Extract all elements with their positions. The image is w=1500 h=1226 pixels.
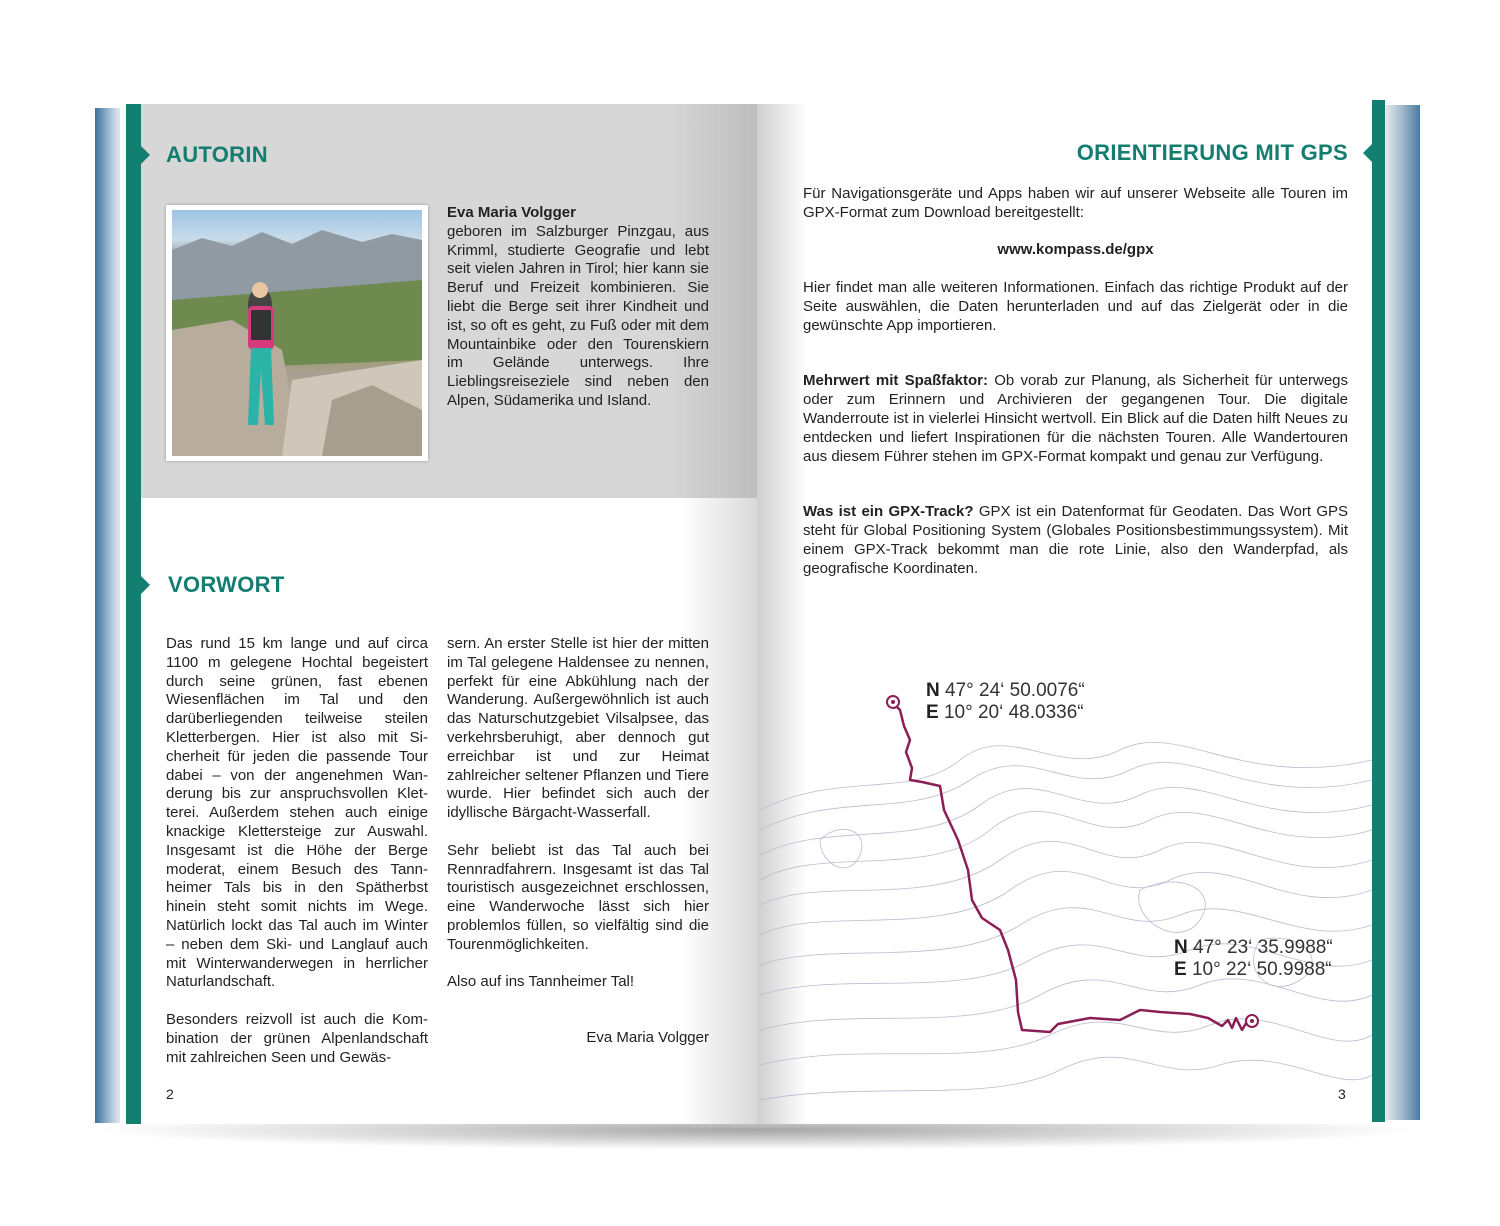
- mountain-photo: [172, 210, 422, 456]
- latitude-label: N: [926, 680, 940, 701]
- left-teal-strip: [126, 104, 141, 1124]
- foreword-paragraph: sern. An erster Stelle ist hier der mitten im Tal gelegene Haldensee zu nennen, perfekt für eine Abkühlung nach der Wanderung. Außergewöhnlich ist auch das Naturschutzgebiet Vilsalpsee, das verkehrsberuhigt, aber dennoch gut erreichbar ist und zur Heimat zahlreicher seltener Pflanzen und Tiere wurde. Hier befindet sich auch der idyllische Bärgacht-Wasserfall.: [447, 635, 709, 822]
- gpx-track-paragraph: [803, 503, 1348, 578]
- foreword-column-2: [447, 635, 709, 1067]
- gpx-lead: Was ist ein GPX-Track?: [803, 503, 974, 521]
- longitude-value: 10° 22‘ 50.9988“: [1191, 959, 1332, 980]
- author-bio-text: geboren im Salzburger Pinzgau, aus Krimml, studierte Geografie und lebt seit vielen Jahren in Tirol; hier kann sie Beruf und Freizeit kombinieren. Sie liebt die Berge seit ihrer Kindheit und ist, so oft es geht, zu Fuß oder mit dem Mountainbike oder den Tourenskiern im Gelände unterwegs. Ihre Lieblingsreiseziele sind neben den Alpen, Südamerika und Island.: [447, 222, 709, 409]
- foreword-paragraph: Das rund 15 km lange und auf circa 1100 m gelegene Hochtal begeistert durch seine grünen, fast ebenen Wiesenflächen im Tal und den darüberliegenden teilweise steilen Kletterbergen. Hier ist also mit Sicherheit für jeden die passende Tour dabei – von der angenehmen Wanderung bis zur anspruchsvollen Kletterei. Außerdem stehen auch einige knackige Klettersteige zur Auswahl. Insgesamt ist die Höhe der Berge moderat, einem Besuch des Tannheimer Tals bis in den Spätherbst hinein steht somit nichts im Wege. Natürlich lockt das Tal auch im Winter – neben dem Ski- und Langlauf auch mit Winterwanderwegen in herrlicher Naturlandschaft.: [166, 635, 428, 991]
- page-edges-right: [1385, 105, 1420, 1120]
- foreword-paragraph: Besonders reizvoll ist auch die Kombination der grünen Alpenlandschaft mit zahlreichen Seen und Gewäs-: [166, 1010, 428, 1066]
- foreword-column-1: [166, 635, 428, 1086]
- gps-url-link[interactable]: www.kompass.de/gpx: [997, 241, 1154, 259]
- gps-intro: Für Navigationsgeräte und Apps haben wir auf unserer Webseite alle Touren im GPX-Format zum Download bereitgestellt:: [803, 185, 1348, 221]
- heading-marker-icon: [1363, 144, 1372, 162]
- longitude-label: E: [1174, 959, 1187, 980]
- gps-info: Hier findet man alle weiteren Informationen. Einfach das richtige Produkt auf der Seite auswählen, die Daten herunterladen und auf das Zielgerät oder in die gewünschte App importieren.: [803, 278, 1348, 334]
- page-number-right: 3: [1338, 1086, 1346, 1102]
- benefit-text: Ob vorab zur Planung, als Sicherheit für unterwegs oder zum Erinnern und Archivieren der gegangenen Tour. Die digitale Wanderroute ist in vielerlei Hinsicht wertvoll. Ein Blick auf die Daten hilft Neues zu entdecken und liefert Inspirationen für die nächsten Touren. Alle Wandertouren aus diesem Führer stehen im GPX-Format kompakt und genau zur Verfügung.: [803, 372, 1348, 465]
- right-teal-strip: [1372, 100, 1385, 1122]
- benefit-lead: Mehrwert mit Spaßfaktor:: [803, 372, 988, 390]
- gpx-text: GPX ist ein Datenformat für Geodaten. Das Wort GPS steht für Global Positioning System (Globales Positionsbestimmungssystem). Mit einem GPX-Track bekommt man die rote Linie, also den Wanderpfad, als geografische Koordinaten.: [803, 503, 1349, 577]
- longitude-value: 10° 20‘ 48.0336“: [943, 702, 1084, 723]
- gps-heading: ORIENTIERUNG MIT GPS: [1076, 140, 1348, 165]
- author-bio: [447, 204, 709, 411]
- signature: Eva Maria Volgger: [586, 1029, 709, 1047]
- start-coordinates: [926, 680, 1085, 724]
- heading-marker-icon: [141, 146, 150, 164]
- author-photo: [166, 205, 428, 461]
- page-number-left: 2: [166, 1086, 174, 1102]
- latitude-value: 47° 24‘ 50.0076“: [945, 680, 1085, 701]
- latitude-value: 47° 23‘ 35.9988“: [1193, 937, 1333, 958]
- foreword-paragraph: Also auf ins Tannheimer Tal!: [447, 973, 635, 991]
- author-name: Eva Maria Volgger: [447, 204, 576, 221]
- gps-text: [803, 185, 1348, 597]
- foreword-paragraph: Sehr beliebt ist das Tal auch bei Rennradfahrern. Insgesamt ist das Tal touristisch ausgezeichnet erschlossen, eine Wanderwoche lässt sich hier problemlos füllen, so vielfältig sind die Tourenmöglichkeiten.: [447, 841, 709, 953]
- foreword-heading: VORWORT: [168, 572, 285, 597]
- heading-marker-icon: [141, 576, 150, 594]
- end-coordinates: [1174, 937, 1333, 981]
- author-heading: AUTORIN: [166, 142, 268, 167]
- longitude-label: E: [926, 702, 939, 723]
- gps-benefit-paragraph: [803, 372, 1348, 466]
- latitude-label: N: [1174, 937, 1188, 958]
- contour-lines: [760, 742, 1372, 1100]
